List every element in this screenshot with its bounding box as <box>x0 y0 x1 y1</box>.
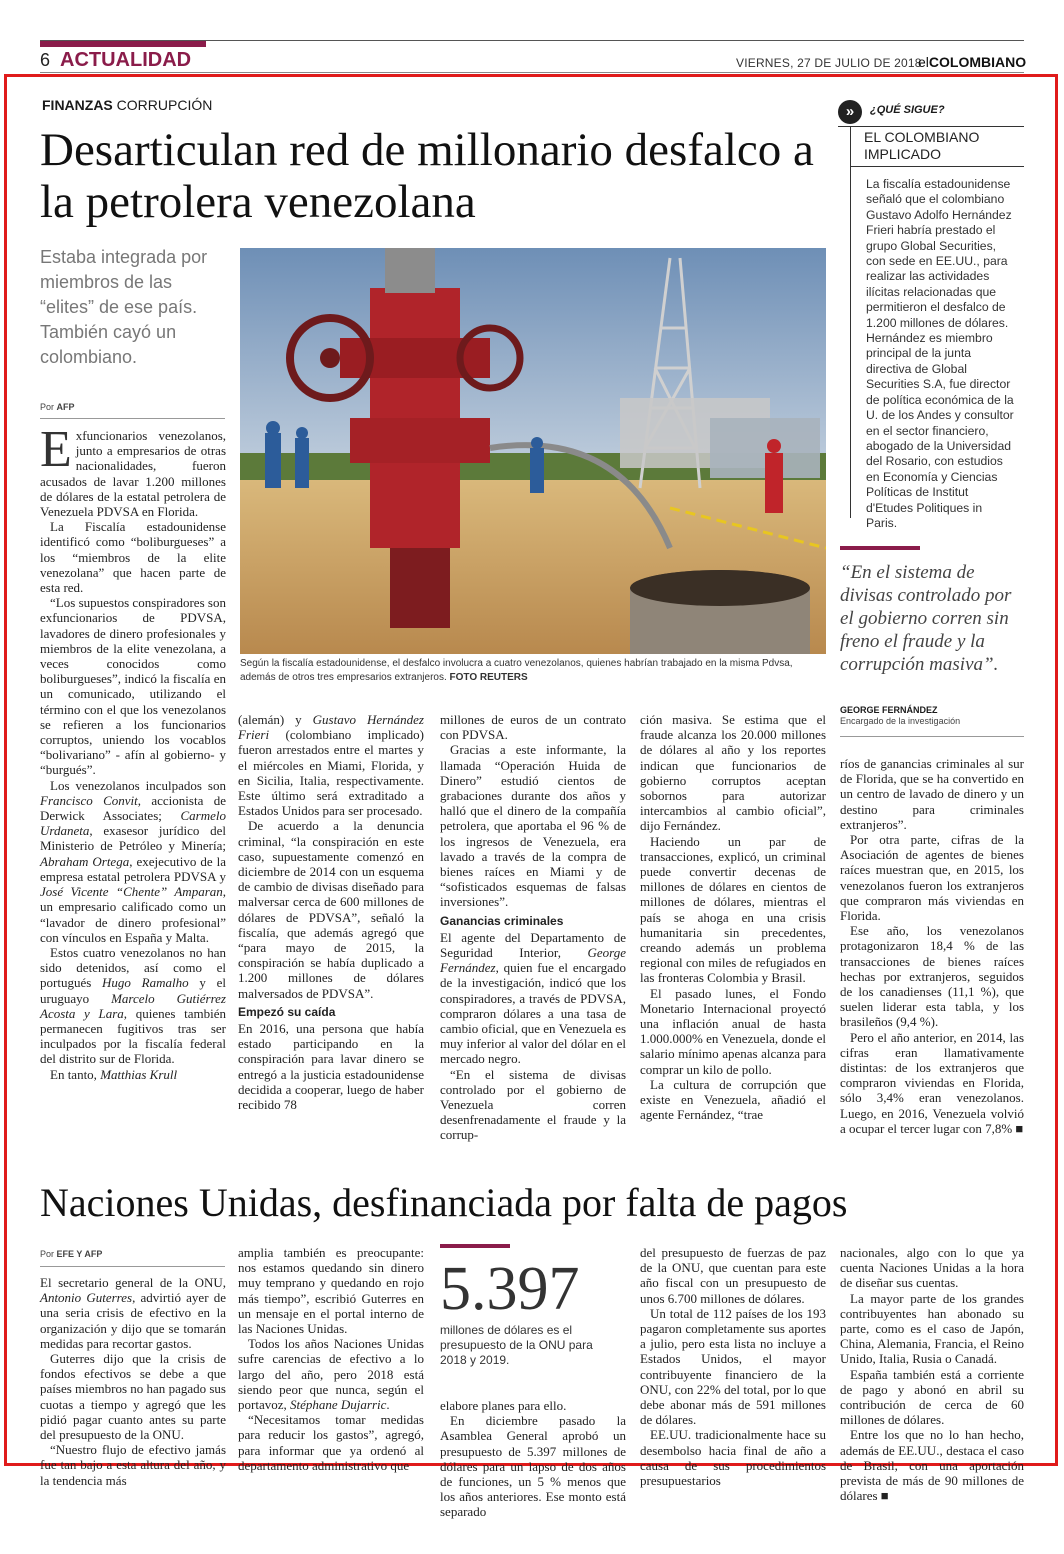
paragraph: La Fiscalía estadounidense identificó como “boliburgueses” a los “miembros de la elite venezolana” que hacen parte de esta red. <box>40 519 226 596</box>
article2-column-2 <box>238 1245 424 1473</box>
person-name: Hugo Ramalho <box>102 975 189 991</box>
text: , accionista de Derwick Associates; <box>40 792 226 824</box>
byline-por: Por <box>40 1249 57 1259</box>
kicker-main: FINANZAS <box>42 97 113 113</box>
paragraph: “Los supuestos conspiradores son exfuncionarios de PDVSA, lavadores de dinero profesionales y miembros de la elite venezolana, a veces conocidos como boliburgueses”, indicó la fiscalía en un comunicado, utilizando el término con el que los venezolanos se refieren a los funcionarios corruptos, uniendo los vocablos “bolivariano” - afín al gobierno- y “burgués”. <box>40 595 226 778</box>
text: y el uruguayo <box>40 975 226 1006</box>
paragraph: ríos de ganancias criminales al sur de Florida, que se ha convertido en un centro de lavado de dinero y un destino para criminales extranjeros”. <box>840 756 1024 832</box>
person-name: Francisco Convit <box>40 792 138 808</box>
paragraph: La cultura de corrupción que existe en Venezuela, añadió el agente Fernández, “trae <box>640 1076 826 1123</box>
paragraph: del presupuesto de fuerzas de paz de la ONU, que cuentan para este año fiscal con un presupuesto de unos 6.700 millones de dólares. <box>640 1245 826 1306</box>
person-name: Matthias Krull <box>100 1066 178 1082</box>
text: El secretario general de la ONU, <box>40 1275 226 1290</box>
text: Todos los años Naciones Unidas sufre carencias de efectivo a lo largo del año, pero 2018 está siendo peor que nunca, según el portavoz, <box>238 1336 424 1413</box>
brand-name: COLOMBIANO <box>928 54 1027 70</box>
text: , advirtió ayer de una seria crisis de efectivo en la organización y dijo que se tomarán medidas para recortar gastos. <box>40 1290 226 1351</box>
article-column-1 <box>40 421 227 1082</box>
person-name: Stéphane Dujarric <box>289 1397 387 1413</box>
article-byline <box>40 402 75 412</box>
stat-bar <box>440 1244 510 1248</box>
paragraph: Haciendo un par de transacciones, explicó, un criminal puede convertir decenas de millones de dólares en cientos de millones de dólares, mientras el país se ahoga en una crisis humanitaria sin precedentes, creando además un problema regional con miles de refugiados en las fronteras Colombia y Brasil. <box>640 833 826 986</box>
end-mark: ■ <box>880 1488 889 1504</box>
pullquote-rule <box>840 736 1024 737</box>
header-bottom-rule <box>40 72 1024 73</box>
byline-agency: AFP <box>56 402 75 412</box>
person-name: George Fernández <box>440 945 626 976</box>
caption-text: Según la fiscalía estadounidense, el desfalco involucra a cuatro venezolanos, quienes habrían trabajado en la misma Pdvsa, además de otros tres empresarios extranjeros. <box>240 658 793 683</box>
paragraph: España también está a corriente de pago y abonó en abril su contribución de cerca de 60 millones de dólares. <box>840 1366 1024 1428</box>
section-name: ACTUALIDAD <box>60 49 192 71</box>
paragraph: amplia también es preocupante: nos estamos quedando sin dinero muy temprano y quedando en rojo más tiempo”, escribió Guterres en un mensaje en el portal interno de las Naciones Unidas. <box>238 1245 424 1337</box>
paragraph <box>40 1275 226 1351</box>
paragraph <box>40 945 226 1067</box>
article-column-4 <box>640 712 826 1122</box>
sidebar-body: La fiscalía estadounidense señaló que el colombiano Gustavo Adolfo Hernández Frieri habría prestado el grupo Global Securities, con sede en EE.UU., para realizar las actividades ilícitas relacionadas que permitieron el desfalco de 1.200 millones de dólares. Hernández es miembro principal de la junta directiva de Global Securities S.A, fue director de política económica de la U. de los Andes y consultor en el sector financiero, abogado de la Universidad del Rosario, con estudios en Economía y Ciencias Políticas de Institut d'Etudes Politiques in Paris. <box>866 177 1014 530</box>
paragraph: Por otra parte, cifras de la Asociación de agentes de bienes raíces muestran que, en 2015, los venezolanos fueron los extranjeros que compraron más viviendas en Florida. <box>840 832 1024 924</box>
paragraph <box>238 1336 424 1412</box>
paragraph: millones de euros de un contrato con PDVSA. <box>440 712 626 743</box>
byline-por: Por <box>40 402 57 412</box>
article2-column-3 <box>440 1398 626 1520</box>
paragraph <box>40 1067 226 1082</box>
paragraph <box>40 778 226 945</box>
person-name: Abraham Ortega <box>40 853 130 869</box>
text: Pero el año anterior, en 2014, las cifras eran llamativamente distintas: de los extranjeros que compraron viviendas en Florida, sólo 3,4% eran venezolanos. Luego, en 2016, Venezuela volvió a ocupar el tercer lugar con 7,8% <box>840 1029 1024 1136</box>
end-mark: ■ <box>1015 1120 1024 1136</box>
text: , exejecutivo de la empresa estatal petrolera PDVSA y <box>40 853 227 884</box>
stat-description: millones de dólares es el presupuesto de la ONU para 2018 y 2019. <box>440 1323 593 1367</box>
sidebar-heading: EL COLOMBIANO IMPLICADO <box>864 129 980 162</box>
caption-credit: FOTO REUTERS <box>449 672 528 683</box>
pullquote-text: “En el sistema de divisas controlado por el gobierno corren sin freno el fraude y la corrupción masiva”. <box>840 562 1012 675</box>
paragraph: EE.UU. tradicionalmente hace su desembolso hacia final de año a causa de sus procedimientos presupuestarios <box>640 1427 826 1489</box>
article2-column-4 <box>640 1245 826 1488</box>
article2-byline-rule <box>40 1266 225 1267</box>
section-color-bar <box>40 41 206 47</box>
paragraph: nacionales, algo con lo que ya cuenta Naciones Unidas a la hora de diseñar sus cuentas. <box>840 1245 1024 1291</box>
paragraph: En diciembre pasado la Asamblea General aprobó un presupuesto de 5.397 millones de dólares para un lapso de dos años de funciones, un 5 % menos que los años anteriores. Ese monto está separado <box>440 1413 626 1520</box>
photo-caption <box>240 657 826 685</box>
sidebar-vertical-rule <box>850 126 851 518</box>
paragraph: Un total de 112 países de los 193 pagaron completamente sus aportes a julio, pero esta lista no incluye a Estados Unidos, el mayor contribuyente financiero de la ONU, con 22% del total, por lo que debe abonar más de 591 millones de dólares. <box>640 1305 826 1428</box>
kicker-sub: CORRUPCIÓN <box>112 97 213 113</box>
paragraph: Ese año, los venezolanos protagonizaron 18,4 % de las transacciones de bienes raíces hechas por extranjeros, seguidos de los canadienses (11,1 %), que suelen liderar esta tabla, y los brasileños (9,4 %). <box>840 923 1024 1030</box>
text: El agente del Departamento de Seguridad Interior, <box>440 929 626 961</box>
paragraph: “Nuestro flujo de efectivo jamás fue tan bajo a esta altura del año, y la tendencia más <box>40 1442 226 1488</box>
text: , un empresario calificado como un “lavador de dinero profesional” con vínculos en España y Malta. <box>40 884 226 945</box>
newspaper-brand <box>918 54 1026 70</box>
person-name: Marcelo Gutiérrez Acosta y Lara <box>40 990 226 1021</box>
text: , quienes también permanecen fugitivos tras ser inculpados por la fiscalía federal del distrito sur de Florida. <box>40 1005 226 1067</box>
text: En tanto, <box>50 1066 101 1082</box>
person-name: José Vicente “Chente” Amparan <box>40 884 223 900</box>
paragraph: Guterres dijo que la crisis de fondos efectivos se debe a que países miembros no han pagado sus cuotas a tiempo y agregó que les pidió pagar cuanto antes su parte del presupuesto de la ONU. <box>40 1351 226 1443</box>
brand-prefix: el <box>918 54 929 70</box>
paragraph: El pasado lunes, el Fondo Monetario Internacional proyectó una inflación anual de hasta 1.000.000% en Venezuela, donde el salario mínimo apenas alcanza para comprar un kilo de pollo. <box>640 985 826 1077</box>
paragraph: “En el sistema de divisas controlado por el gobierno de Venezuela corren desenfrenadamente el fraude y la corrup- <box>440 1066 626 1143</box>
pullquote-bar <box>840 546 920 550</box>
paragraph: ción masiva. Se estima que el fraude alcanza los 20.000 millones de dólares al año y los reportes indican que funcionarios de gobierno corruptos aceptan sobornos para autorizar intercambios al cambio oficial”, dijo Fernández. <box>640 712 826 834</box>
article-column-3 <box>440 712 626 1143</box>
paragraph: La mayor parte de los grandes contribuyentes han abonado su parte, como es el caso de Japón, China, Alemania, Francia, el Reino Unido, Italia, Rusia o Canadá. <box>840 1290 1024 1367</box>
paragraph <box>238 712 424 818</box>
article2-headline: Naciones Unidas, desfinanciada por falta de pagos <box>40 1180 848 1225</box>
paragraph <box>40 421 226 520</box>
paragraph: Gracias a este informante, la llamada “Operación Huida de Dinero” estudió cientos de grabaciones durante dos años y halló que el dinero de la compañía petrolera, que aportaba el 96 % de los ingresos de Venezuela, era lavado a través de la compra de bienes raíces en Miami y de “sofisticados esquemas de falsas inversiones”. <box>440 742 626 910</box>
sidebar-rule-top <box>838 126 1024 127</box>
article2-column-5 <box>840 1245 1024 1503</box>
person-name: Gustavo Hernández Frieri <box>238 712 424 743</box>
text: Los venezolanos inculpados son <box>50 777 226 793</box>
page-number: 6 <box>40 50 51 70</box>
chevron-right-icon: » <box>838 100 862 124</box>
article-column-5 <box>840 756 1024 1136</box>
article-subhead: Estaba integrada por miembros de las “elites” de ese país. También cayó un colombiano. <box>40 247 208 367</box>
article2-byline <box>40 1249 102 1259</box>
text: Estos cuatro venezolanos no han sido detenidos, así como el portugués <box>40 944 226 991</box>
sidebar-rule-bottom <box>850 166 1024 167</box>
paragraph: De acuerdo a la denuncia criminal, “la conspiración en este caso, supuestamente comenzó en diciembre de 2014 con un esquema de cambio de divisas diseñado para malversar cerca de 600 millones de dólares de PDVSA”, señaló la fiscalía, que además agregó que “para mayo de 2015, la conspiración se había duplicado a 1.200 millones de dólares malversados de PDVSA”. <box>238 818 424 1001</box>
paragraph <box>840 1427 1024 1503</box>
article-photo <box>240 248 826 654</box>
person-name: Antonio Guterres <box>40 1290 133 1306</box>
paragraph <box>440 930 626 1067</box>
drop-cap: E <box>40 421 72 478</box>
section-subtitle: Empezó su caída <box>238 1004 336 1019</box>
text: (alemán) y <box>238 712 313 727</box>
article-headline: Desarticulan red de millonario desfalco a la petrolera venezolana <box>40 124 814 228</box>
paragraph: elabore planes para ello. <box>440 1398 567 1413</box>
text: , exasesor jurídico del Ministerio de Petróleo y Minería; <box>40 823 226 854</box>
byline-rule <box>40 418 225 419</box>
pullquote-role: Encargado de la investigación <box>840 716 961 726</box>
stat-number: 5.397 <box>440 1255 580 1323</box>
section-subtitle: Ganancias criminales <box>440 913 564 928</box>
article2-column-1 <box>40 1275 226 1488</box>
article-kicker <box>42 97 212 113</box>
header-date: VIERNES, 27 DE JULIO DE 2018 <box>736 56 922 70</box>
text: Entre los que no lo han hecho, además de EE.UU., destaca el caso de Brasil, con una aportación prevista de más de 90 millones de dólares <box>840 1427 1024 1504</box>
paragraph-text: xfuncionarios venezolanos, junto a empresarios de otras nacionalidades, fueron acusados de lavar 1.200 millones de dólares de la estatal petrolera de Venezuela PDVSA en Florida. <box>40 428 226 520</box>
oil-well-illustration <box>240 248 826 654</box>
sidebar-label: ¿QUÉ SIGUE? <box>870 104 945 116</box>
text: (colombiano implicado) fueron arrestados entre el martes y el miércoles en Miami, Florida, y en Sicilia, Italia, respectivamente. Este último será extraditado a Estados Unidos para ser procesado. <box>238 727 424 819</box>
paragraph: “Necesitamos tomar medidas para reducir los gastos”, agregó, para informar que ya ordenó al departamento administrativo que <box>238 1412 424 1473</box>
text: , quien fue el encargado de la investigación, indicó que los conspiradores, a través de PDVSA, compraron dólares a una tasa de cambio oficial, que en Venezuela es muy inferior al valor del dólar en el mercado negro. <box>440 960 627 1067</box>
paragraph <box>840 1030 1024 1136</box>
pullquote-name: GEORGE FERNÁNDEZ <box>840 705 938 715</box>
article-column-2 <box>238 712 424 1112</box>
byline-agency: EFE Y AFP <box>56 1249 103 1259</box>
paragraph: En 2016, una persona que había estado participando en la conspiración para lavar dinero se entregó a la justicia estadounidense decidida a cooperar, luego de haber recibido 78 <box>238 1021 424 1113</box>
person-name: Carmelo Urdaneta <box>40 808 226 839</box>
text: . <box>386 1397 390 1413</box>
